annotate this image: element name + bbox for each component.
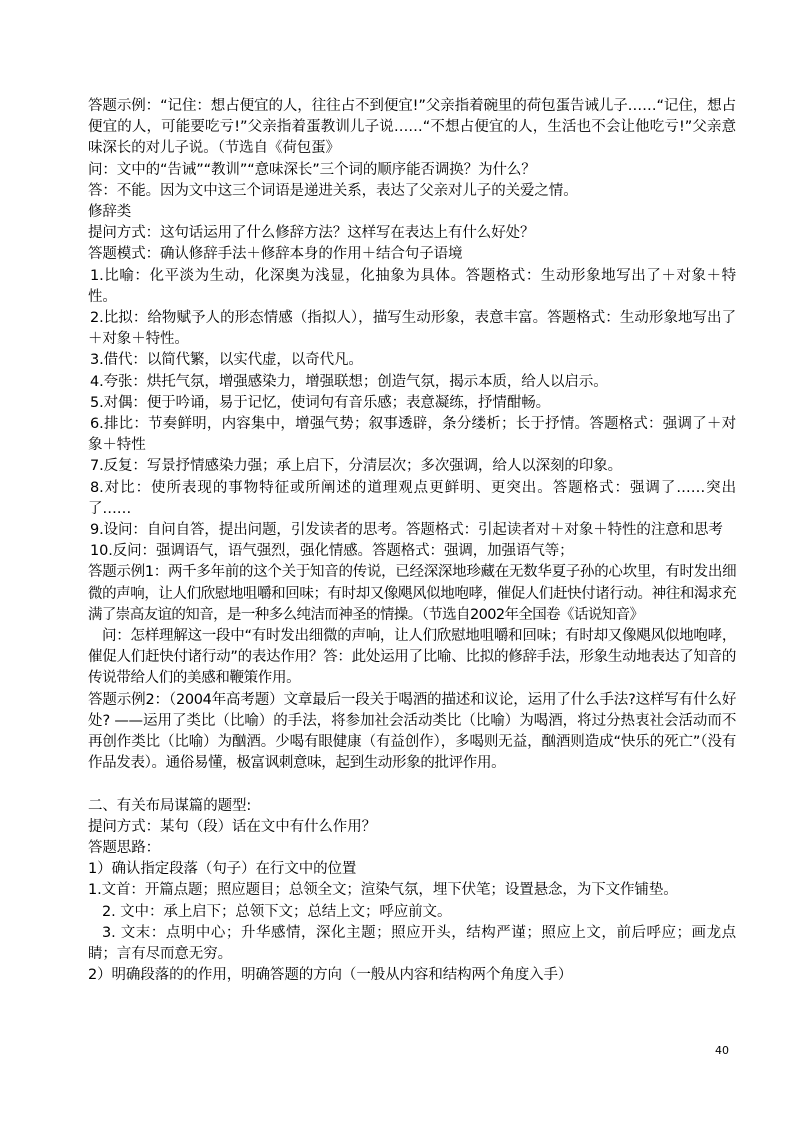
list-item: 3.借代：以简代繁，以实代虚，以奇代凡。 [90, 352, 363, 369]
example-paragraph: 答题示例2：（2004年高考题）文章最后一段关于喝酒的描述和议论，运用了什么手法?这样写有什么好处? ——运用了类比（比喻）的手法，将参加社会活动类比（比喻）为喝酒，将过分热衷社会活动而不再创作类比（比喻）为酗酒。少喝有眼健康（有益创作），多喝则无益，酗酒则造成“快乐的死亡”（没有作品发表）。通俗易懂，极富讽刺意味，起到生动形象的批评作用。 [88, 691, 736, 772]
section-heading: 二、有关布局谋篇的题型: [88, 797, 252, 814]
paragraph: 答题示例：“记住：想占便宜的人，往往占不到便宜!”父亲指着碗里的荷包蛋告诫儿子……“记住，想占便宜的人，可能要吃亏!”父亲指着蛋教训儿子说……“不想占便宜的人，生活也不会让他吃亏!”父亲意味深长的对儿子说。（节选自《荷包蛋》 [88, 98, 736, 157]
list-item: 9.设问：自问自答，提出问题，引发读者的思考。答题格式：引起读者对＋对象＋特性的注意和思考 [90, 522, 723, 539]
example-paragraph: 答题示例1：两千多年前的这个关于知音的传说，已经深深地珍藏在无数华夏子孙的心坎里，有时发出细微的声响，让人们欣慰地咀嚼和回味；有时却又像飓风似地咆哮，催促人们赶快付诸行动。神往和渴求充满了崇高友谊的知音，是一种多么纯洁而神圣的情操。（节选自2002年全国卷《话说知音》 [88, 564, 736, 623]
page-body [88, 96, 736, 986]
paragraph: 提问方式：这句话运用了什么修辞方法？这样写在表达上有什么好处？ [88, 225, 535, 242]
list-item: 10.反问：强调语气，语气强烈，强化情感。答题格式：强调，加强语气等； [90, 543, 574, 560]
list-item: 1.比喻：化平淡为生动，化深奥为浅显，化抽象为具体。答题格式：生动形象地写出了＋对象＋特性。 [88, 267, 736, 305]
page-number: 40 [715, 1044, 729, 1057]
section-heading: 修辞类 [88, 204, 132, 221]
paragraph: 问：文中的“告诫”“教训”“意味深长”三个词的顺序能否调换？为什么？ [88, 161, 536, 178]
paragraph: 2）明确段落的的作用，明确答题的方向（一般从内容和结构两个角度入手） [88, 967, 573, 984]
list-item: 7.反复：写景抒情感染力强；承上启下，分清层次；多次强调，给人以深刻的印象。 [90, 458, 623, 475]
paragraph: 1）确认指定段落（句子）在行文中的位置 [88, 861, 357, 878]
paragraph: 答：不能。因为文中这三个词语是递进关系，表达了父亲对儿子的关爱之情。 [88, 182, 578, 199]
list-item: 5.对偶：便于吟诵，易于记忆，使词句有音乐感；表意凝练，抒情酣畅。 [90, 394, 551, 411]
list-item: 2.比拟：给物赋予人的形态情感（指拟人），描写生动形象，表意丰富。答题格式：生动形象地写出了＋对象＋特性。 [88, 310, 736, 348]
list-item: 4.夸张：烘托气氛，增强感染力，增强联想；创造气氛，揭示本质，给人以启示。 [90, 373, 608, 390]
list-item: 2. 文中：承上启下；总领下文；总结上文；呼应前文。 [102, 903, 452, 920]
blank-line [88, 775, 736, 796]
list-item: 8.对比：使所表现的事物特征或所阐述的道理观点更鲜明、更突出。答题格式：强调了……突出了…… [88, 479, 737, 517]
list-item: 3. 文末：点明中心；升华感情，深化主题；照应开头，结构严谨；照应上文，前后呼应；画龙点睛；言有尽而意无穷。 [88, 924, 736, 962]
list-item: 6.排比：节奏鲜明，内容集中，增强气势；叙事透辟，条分缕析；长于抒情。答题格式：强调了＋对象＋特性 [88, 416, 736, 454]
paragraph: 答题思路： [88, 839, 160, 856]
paragraph: 问：怎样理解这一段中“有时发出细微的声响，让人们欣慰地咀嚼和回味；有时却又像飓风似地咆哮，催促人们赶快付诸行动”的表达作用？答：此处运用了比喻、比拟的修辞手法，形象生动地表达了知音的传说带给人们的美感和鞭策作用。 [88, 628, 736, 687]
paragraph: 提问方式：某句（段）话在文中有什么作用？ [88, 818, 376, 835]
paragraph: 答题模式：确认修辞手法＋修辞本身的作用＋结合句子语境 [88, 246, 463, 263]
list-item: 1.文首：开篇点题；照应题目；总领全文；渲染气氛，埋下伏笔；设置悬念，为下文作铺垫。 [88, 882, 678, 899]
